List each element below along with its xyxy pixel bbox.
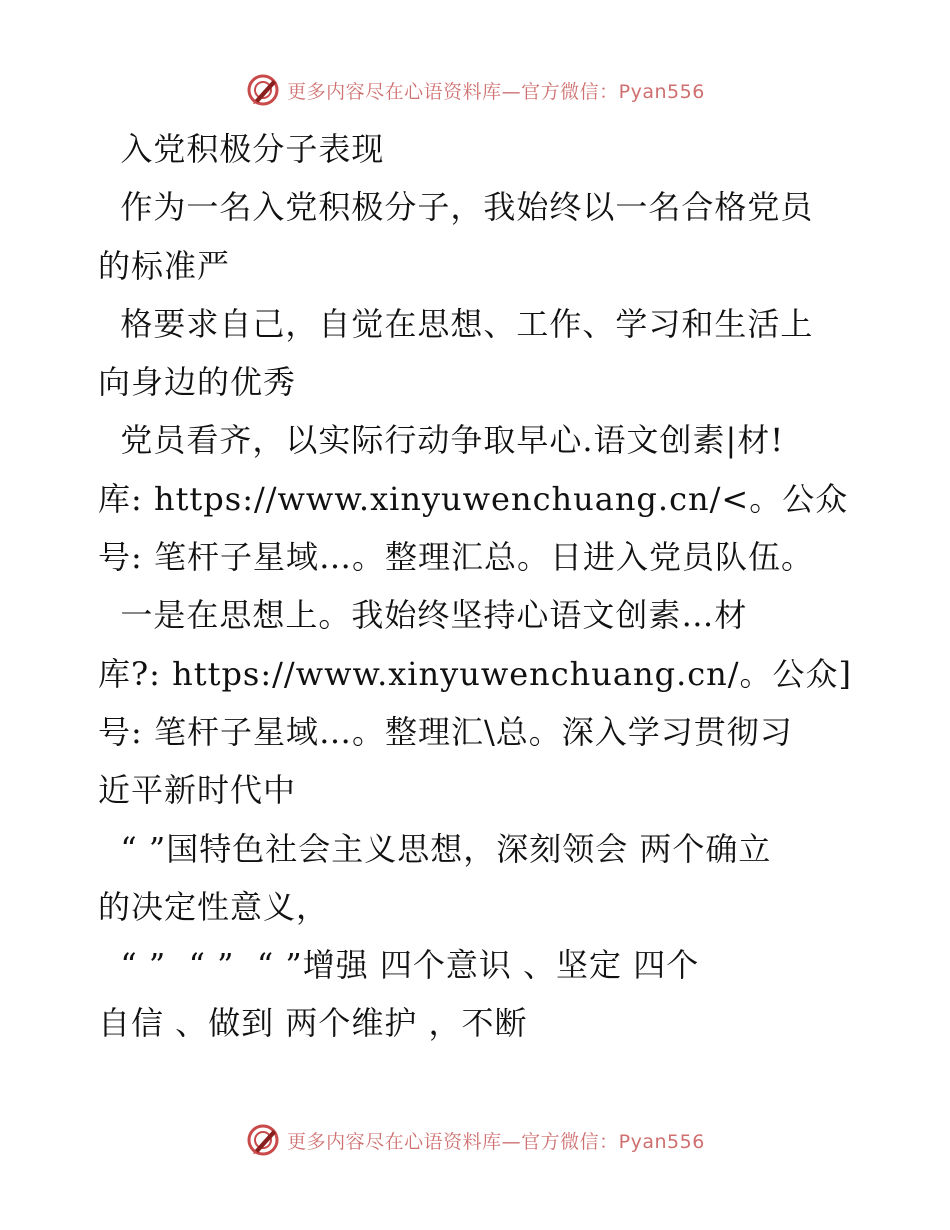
doc-line: 的标准严 (98, 246, 231, 285)
pen-logo-icon (245, 72, 281, 108)
pen-logo-icon (245, 1122, 281, 1158)
doc-line: 号: 笔杆子星域…。整理汇\总。深入学习贯彻习 (98, 712, 793, 751)
footer-banner (0, 1118, 950, 1162)
doc-line: 作为一名入党积极分子，我始终以一名合格党员 (98, 188, 814, 227)
header-banner (0, 68, 950, 112)
document-body (98, 120, 858, 1053)
doc-line: 的决定性意义， (98, 887, 330, 926)
footer-banner-text: 更多内容尽在心语资料库—官方微信：Pyan556 (287, 1130, 705, 1153)
doc-line: 向身边的优秀 (98, 363, 297, 402)
header-banner-text: 更多内容尽在心语资料库—官方微信：Pyan556 (287, 80, 705, 103)
doc-line: 一是在思想上。我始终坚持心语文创素…材 (98, 596, 748, 635)
doc-line: “ ”国特色社会主义思想，深刻领会 两个确立 (98, 829, 772, 868)
doc-line: 格要求自己，自觉在思想、工作、学习和生活上 (98, 304, 814, 343)
doc-line: 号: 笔杆子星域…。整理汇总。日进入党员队伍。 (98, 538, 814, 577)
doc-line: 党员看齐，以实际行动争取早心.语文创素|材! (98, 421, 785, 460)
doc-line: 入党积极分子表现 (98, 130, 385, 168)
doc-line: 自信 、做到 两个维护 ，不断 (98, 1004, 528, 1043)
doc-line: 库: https://www.xinyuwenchuang.cn/<。公众 (98, 479, 849, 518)
doc-line: “ ” “ ” “ ”增强 四个意识 、坚定 四个 (98, 946, 700, 985)
doc-line: 库?: https://www.xinyuwenchuang.cn/。公众] (98, 654, 853, 693)
doc-line: 近平新时代中 (98, 771, 297, 810)
